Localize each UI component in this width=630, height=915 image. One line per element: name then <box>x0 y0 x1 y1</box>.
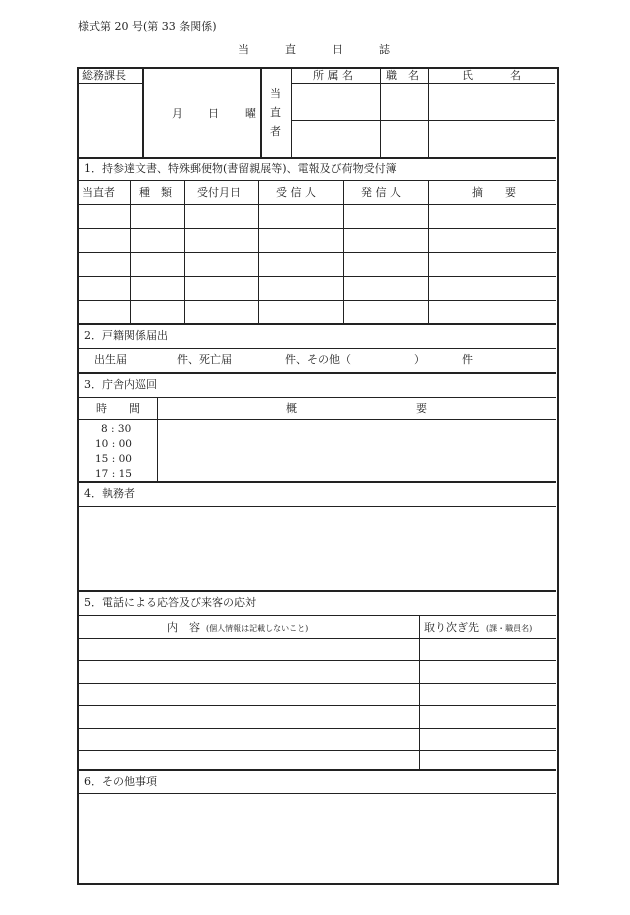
divider <box>292 120 555 121</box>
patrol-time: 8 : 30 <box>101 423 132 435</box>
col-shokumei-label: 職 名 <box>386 69 419 82</box>
divider <box>78 638 556 639</box>
section2-title: 2．戸籍関係届出 <box>84 329 168 342</box>
patrol-time: 17 : 15 <box>95 468 132 480</box>
patrol-time: 10 : 00 <box>95 438 132 450</box>
day-label: 日 <box>208 107 219 120</box>
toochoku-char-1: 当 <box>270 87 281 100</box>
divider <box>419 616 420 770</box>
divider <box>428 68 429 158</box>
birth-label: 出生届 <box>94 353 127 366</box>
divider <box>78 83 143 84</box>
divider <box>78 506 556 507</box>
col-toritsugi: 取り次ぎ先 <box>424 621 479 634</box>
title-char-1: 当 <box>238 43 249 56</box>
col-tekiyo: 摘 要 <box>472 186 516 199</box>
other-label: 件、その他（ <box>285 353 351 366</box>
col-uketsuke-gappi: 受付月日 <box>197 186 241 199</box>
toochoku-char-2: 直 <box>270 106 281 119</box>
divider <box>291 68 292 158</box>
divider <box>78 300 556 301</box>
title-char-2: 直 <box>285 43 296 56</box>
divider <box>292 83 555 84</box>
divider <box>78 705 556 706</box>
section3-title: 3．庁舎内巡回 <box>84 378 157 391</box>
divider <box>78 180 556 181</box>
divider <box>78 157 556 159</box>
section6-title: 6．その他事項 <box>84 775 157 788</box>
divider <box>78 769 556 771</box>
divider <box>78 323 556 325</box>
divider <box>78 204 556 205</box>
divider <box>78 660 556 661</box>
death-label: 件、死亡届 <box>177 353 232 366</box>
toochoku-char-3: 者 <box>270 125 281 138</box>
col-hasshinnin: 発 信 人 <box>361 186 401 199</box>
divider <box>78 481 556 483</box>
divider <box>78 252 556 253</box>
divider <box>157 398 158 482</box>
divider <box>78 683 556 684</box>
other-close-paren: ） <box>414 353 425 366</box>
divider <box>78 615 556 616</box>
title-char-4: 誌 <box>379 43 390 56</box>
divider <box>78 372 556 374</box>
divider <box>380 68 381 158</box>
divider <box>78 348 556 349</box>
col-jushinnin: 受 信 人 <box>276 186 316 199</box>
col-jikan: 時 間 <box>96 402 140 415</box>
col-shimei-label-1: 氏 <box>462 69 473 82</box>
col-shozoku-label: 所 属 名 <box>313 69 353 82</box>
col-toritsugi-note: (課・職員名) <box>486 624 533 633</box>
divider <box>78 228 556 229</box>
col-toochokusha: 当直者 <box>82 186 115 199</box>
section1-title: 1．持参達文書、特殊郵便物(書留親展等)、電報及び荷物受付簿 <box>84 162 397 175</box>
col-shimei-label-2: 名 <box>510 69 521 82</box>
col-naiyo-note: (個人情報は記載しないこと) <box>206 624 309 633</box>
divider <box>78 728 556 729</box>
month-label: 月 <box>172 107 183 120</box>
section5-title: 5．電話による応答及び来客の応対 <box>84 596 256 609</box>
divider <box>78 750 556 751</box>
divider <box>260 68 262 158</box>
divider <box>78 419 556 420</box>
divider <box>78 793 556 794</box>
divider <box>78 276 556 277</box>
title-char-3: 日 <box>332 43 343 56</box>
divider <box>78 590 556 592</box>
col-shurui: 種 類 <box>139 186 172 199</box>
divider <box>142 68 144 158</box>
col-gaiyo-1: 概 <box>286 402 297 415</box>
somu-kacho-label: 総務課長 <box>82 69 126 82</box>
col-gaiyo-2: 要 <box>416 402 427 415</box>
weekday-label: 曜 <box>245 107 256 120</box>
col-naiyo: 内 容 <box>167 621 200 634</box>
patrol-time: 15 : 00 <box>95 453 132 465</box>
divider <box>78 397 556 398</box>
form-number: 様式第 20 号(第 33 条関係) <box>78 20 217 33</box>
count-label: 件 <box>462 353 473 366</box>
section4-title: 4．執務者 <box>84 487 135 500</box>
